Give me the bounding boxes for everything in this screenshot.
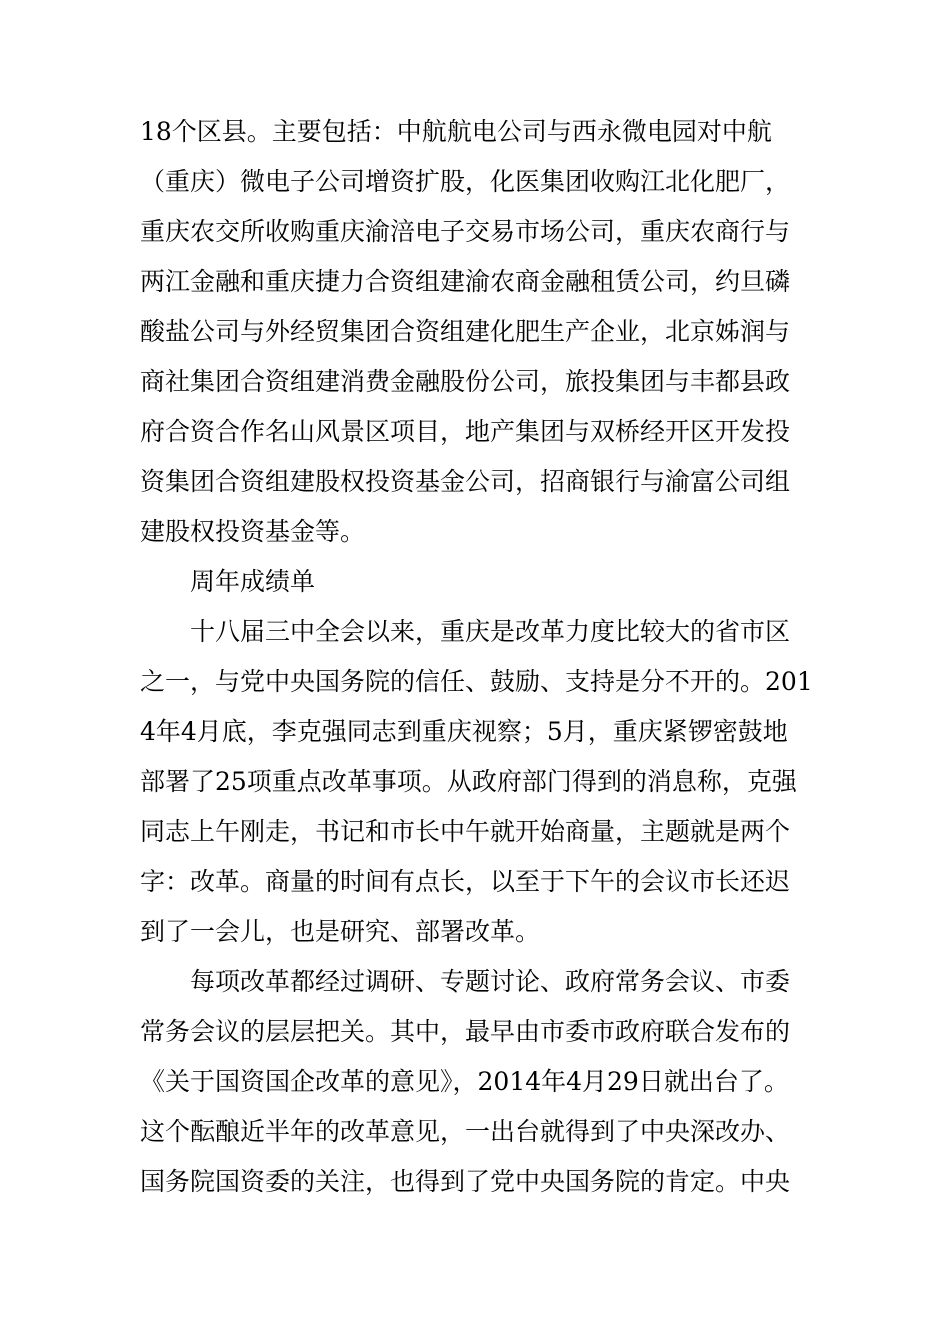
text-line: 这个酝酿近半年的改革意见，一出台就得到了中央深改办、: [140, 1117, 791, 1146]
text-line: 同志上午刚走，书记和市长中午就开始商量，主题就是两个: [140, 817, 791, 846]
text-line: 字：改革。商量的时间有点长，以至于下午的会议市长还迟: [140, 867, 791, 896]
text-line: 常务会议的层层把关。其中，最早由市委市政府联合发布的: [140, 1017, 791, 1046]
text-line: 部署了25项重点改革事项。从政府部门得到的消息称，克强: [140, 767, 797, 796]
text-line: 商社集团合资组建消费金融股份公司，旅投集团与丰都县政: [140, 367, 791, 396]
text-line: 建股权投资基金等。: [140, 517, 366, 546]
text-line: 之一，与党中央国务院的信任、鼓励、支持是分不开的。201: [140, 667, 813, 696]
section-heading: 周年成绩单: [190, 567, 316, 596]
paragraph-start: 每项改革都经过调研、专题讨论、政府常务会议、市委: [190, 967, 791, 996]
text-line: 资集团合资组建股权投资基金公司，招商银行与渝富公司组: [140, 467, 791, 496]
text-line: 酸盐公司与外经贸集团合资组建化肥生产企业，北京姊润与: [140, 317, 791, 346]
text-line: 《关于国资国企改革的意见》，2014年4月29日就出台了。: [140, 1067, 789, 1096]
text-line: 重庆农交所收购重庆渝涪电子交易市场公司，重庆农商行与: [140, 217, 791, 246]
text-line: （重庆）微电子公司增资扩股，化医集团收购江北化肥厂，: [140, 167, 791, 196]
text-line: 国务院国资委的关注，也得到了党中央国务院的肯定。中央: [140, 1167, 791, 1196]
text-line: 4年4月底，李克强同志到重庆视察；5月，重庆紧锣密鼓地: [140, 717, 788, 746]
paragraph-start: 十八届三中全会以来，重庆是改革力度比较大的省市区: [190, 617, 791, 646]
text-line: 府合资合作名山风景区项目，地产集团与双桥经开区开发投: [140, 417, 791, 446]
text-line: 到了一会儿，也是研究、部署改革。: [140, 917, 541, 946]
text-line: 两江金融和重庆捷力合资组建渝农商金融租赁公司，约旦磷: [140, 267, 791, 296]
text-line: 18个区县。主要包括：中航航电公司与西永微电园对中航: [140, 117, 772, 146]
